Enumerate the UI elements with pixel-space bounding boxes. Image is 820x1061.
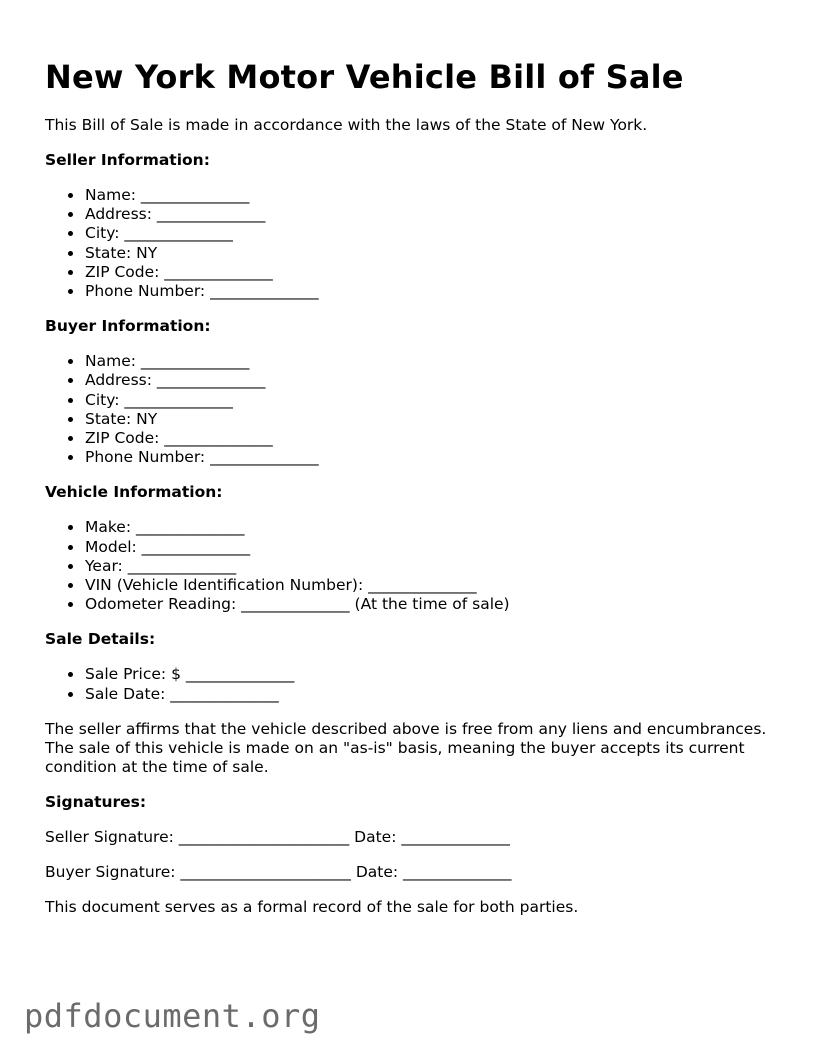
sale-date-item: Sale Date: ______________ [45, 685, 785, 704]
vehicle-model-item: Model: ______________ [45, 538, 785, 557]
buyer-phone-item: Phone Number: ______________ [45, 448, 785, 467]
seller-info-list [45, 186, 785, 301]
vehicle-odometer-item: Odometer Reading: ______________ (At the time of sale) [45, 595, 785, 614]
vehicle-make-item: Make: ______________ [45, 518, 785, 537]
buyer-signature-line: Buyer Signature: ______________________ Date: ______________ [45, 862, 512, 881]
buyer-info-list [45, 352, 785, 467]
vehicle-year-item: Year: ______________ [45, 557, 785, 576]
seller-state-item: State: NY [45, 244, 785, 263]
vehicle-section-heading: Vehicle Information: [45, 483, 223, 502]
vehicle-info-list [45, 518, 785, 614]
signatures-section-heading: Signatures: [45, 792, 147, 811]
seller-city-item: City: ______________ [45, 224, 785, 243]
seller-address-item: Address: ______________ [45, 205, 785, 224]
buyer-city-item: City: ______________ [45, 391, 785, 410]
buyer-section-heading: Buyer Information: [45, 317, 211, 336]
document-title: New York Motor Vehicle Bill of Sale [45, 58, 684, 96]
buyer-name-item: Name: ______________ [45, 352, 785, 371]
sale-details-list [45, 665, 785, 703]
site-watermark: pdfdocument.org [24, 997, 321, 1035]
buyer-state-item: State: NY [45, 410, 785, 429]
sale-section-heading: Sale Details: [45, 630, 156, 649]
seller-section-heading: Seller Information: [45, 151, 210, 169]
seller-signature-line: Seller Signature: ______________________ Date: ______________ [45, 827, 510, 846]
vehicle-vin-item: VIN (Vehicle Identification Number): ______________ [45, 576, 785, 595]
seller-phone-item: Phone Number: ______________ [45, 282, 785, 301]
intro-paragraph: This Bill of Sale is made in accordance with the laws of the State of New York. [45, 116, 648, 134]
document-page [45, 55, 785, 933]
sale-price-item: Sale Price: $ ______________ [45, 665, 785, 684]
seller-zip-item: ZIP Code: ______________ [45, 263, 785, 282]
buyer-address-item: Address: ______________ [45, 371, 785, 390]
seller-name-item: Name: ______________ [45, 186, 785, 205]
buyer-zip-item: ZIP Code: ______________ [45, 429, 785, 448]
affirmation-paragraph: The seller affirms that the vehicle described above is free from any liens and encumbrances. The sale of this vehicle is made on an "as-is" basis, meaning the buyer accepts its current condition at the time of sale. [45, 719, 767, 776]
closing-paragraph: This document serves as a formal record of the sale for both parties. [45, 897, 579, 916]
